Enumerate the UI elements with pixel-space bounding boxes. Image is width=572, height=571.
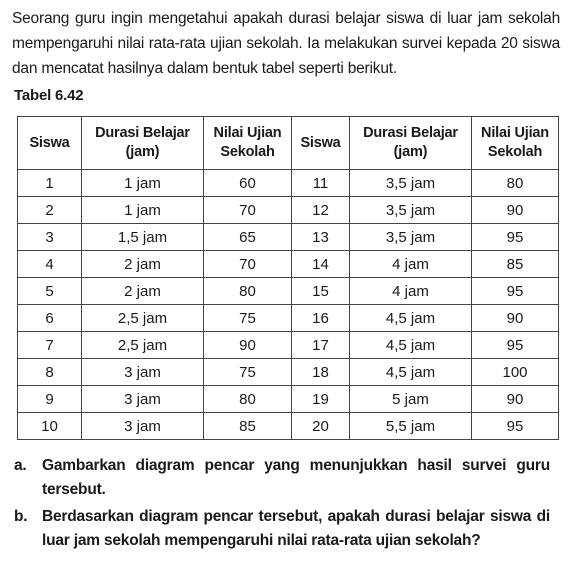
cell-durasi: 4 jam xyxy=(350,251,472,278)
cell-siswa: 8 xyxy=(18,359,82,386)
cell-durasi: 2,5 jam xyxy=(82,332,204,359)
header-durasi: Durasi Belajar (jam) xyxy=(82,117,204,170)
cell-durasi: 2,5 jam xyxy=(82,305,204,332)
cell-siswa: 12 xyxy=(292,197,350,224)
cell-durasi: 2 jam xyxy=(82,251,204,278)
cell-siswa: 5 xyxy=(18,278,82,305)
cell-nilai: 80 xyxy=(204,278,292,305)
table-row xyxy=(18,170,559,197)
cell-nilai: 100 xyxy=(472,359,559,386)
table-row xyxy=(18,197,559,224)
cell-siswa: 20 xyxy=(292,413,350,440)
header-siswa: Siswa xyxy=(18,117,82,170)
table-header-row xyxy=(18,117,559,170)
question-text: Berdasarkan diagram pencar tersebut, apakah durasi belajar siswa di luar jam sekolah mempengaruhi nilai rata-rata ujian sekolah? xyxy=(42,508,550,549)
cell-nilai: 85 xyxy=(204,413,292,440)
question-letter: a. xyxy=(14,457,27,474)
table-row xyxy=(18,278,559,305)
cell-siswa: 15 xyxy=(292,278,350,305)
table-caption: Tabel 6.42 xyxy=(14,87,84,104)
cell-nilai: 80 xyxy=(472,170,559,197)
cell-durasi: 3,5 jam xyxy=(350,224,472,251)
cell-siswa: 3 xyxy=(18,224,82,251)
cell-siswa: 17 xyxy=(292,332,350,359)
question-item xyxy=(12,454,560,502)
cell-nilai: 90 xyxy=(472,386,559,413)
cell-nilai: 65 xyxy=(204,224,292,251)
cell-siswa: 18 xyxy=(292,359,350,386)
table-row xyxy=(18,386,559,413)
cell-durasi: 4,5 jam xyxy=(350,332,472,359)
cell-nilai: 95 xyxy=(472,224,559,251)
cell-durasi: 3,5 jam xyxy=(350,170,472,197)
cell-nilai: 70 xyxy=(204,197,292,224)
cell-durasi: 5,5 jam xyxy=(350,413,472,440)
cell-durasi: 4 jam xyxy=(350,278,472,305)
header-nilai: Nilai Ujian Sekolah xyxy=(204,117,292,170)
table-row xyxy=(18,224,559,251)
cell-durasi: 3 jam xyxy=(82,413,204,440)
cell-siswa: 13 xyxy=(292,224,350,251)
cell-nilai: 80 xyxy=(204,386,292,413)
table-row xyxy=(18,332,559,359)
cell-nilai: 95 xyxy=(472,278,559,305)
table-row xyxy=(18,305,559,332)
cell-siswa: 2 xyxy=(18,197,82,224)
cell-durasi: 3 jam xyxy=(82,386,204,413)
survey-table xyxy=(17,116,559,440)
cell-durasi: 4,5 jam xyxy=(350,305,472,332)
cell-nilai: 95 xyxy=(472,332,559,359)
cell-siswa: 11 xyxy=(292,170,350,197)
table-row xyxy=(18,251,559,278)
cell-nilai: 90 xyxy=(472,305,559,332)
cell-durasi: 3,5 jam xyxy=(350,197,472,224)
cell-siswa: 9 xyxy=(18,386,82,413)
question-list xyxy=(12,454,560,553)
cell-siswa: 4 xyxy=(18,251,82,278)
cell-nilai: 85 xyxy=(472,251,559,278)
cell-siswa: 10 xyxy=(18,413,82,440)
header-nilai-right: Nilai Ujian Sekolah xyxy=(472,117,559,170)
cell-nilai: 90 xyxy=(204,332,292,359)
cell-durasi: 1 jam xyxy=(82,170,204,197)
cell-nilai: 70 xyxy=(204,251,292,278)
cell-siswa: 7 xyxy=(18,332,82,359)
cell-siswa: 6 xyxy=(18,305,82,332)
header-siswa-right: Siswa xyxy=(292,117,350,170)
cell-nilai: 75 xyxy=(204,305,292,332)
cell-durasi: 1,5 jam xyxy=(82,224,204,251)
cell-durasi: 1 jam xyxy=(82,197,204,224)
cell-durasi: 2 jam xyxy=(82,278,204,305)
cell-siswa: 16 xyxy=(292,305,350,332)
cell-siswa: 1 xyxy=(18,170,82,197)
header-durasi-right: Durasi Belajar (jam) xyxy=(350,117,472,170)
table-row xyxy=(18,413,559,440)
cell-durasi: 3 jam xyxy=(82,359,204,386)
cell-siswa: 19 xyxy=(292,386,350,413)
question-text: Gambarkan diagram pencar yang menunjukkan hasil survei guru tersebut. xyxy=(42,457,550,498)
intro-paragraph: Seorang guru ingin mengetahui apakah durasi belajar siswa di luar jam sekolah mempengaruhi nilai rata-rata ujian sekolah. Ia melakukan survei kepada 20 siswa dan mencatat hasilnya dalam bentuk tabel seperti berikut. xyxy=(12,10,560,77)
question-letter: b. xyxy=(14,508,28,525)
cell-nilai: 60 xyxy=(204,170,292,197)
cell-durasi: 5 jam xyxy=(350,386,472,413)
cell-nilai: 90 xyxy=(472,197,559,224)
cell-siswa: 14 xyxy=(292,251,350,278)
table-body xyxy=(18,170,559,440)
cell-nilai: 95 xyxy=(472,413,559,440)
table-row xyxy=(18,359,559,386)
cell-nilai: 75 xyxy=(204,359,292,386)
question-item xyxy=(12,505,560,553)
cell-durasi: 4,5 jam xyxy=(350,359,472,386)
